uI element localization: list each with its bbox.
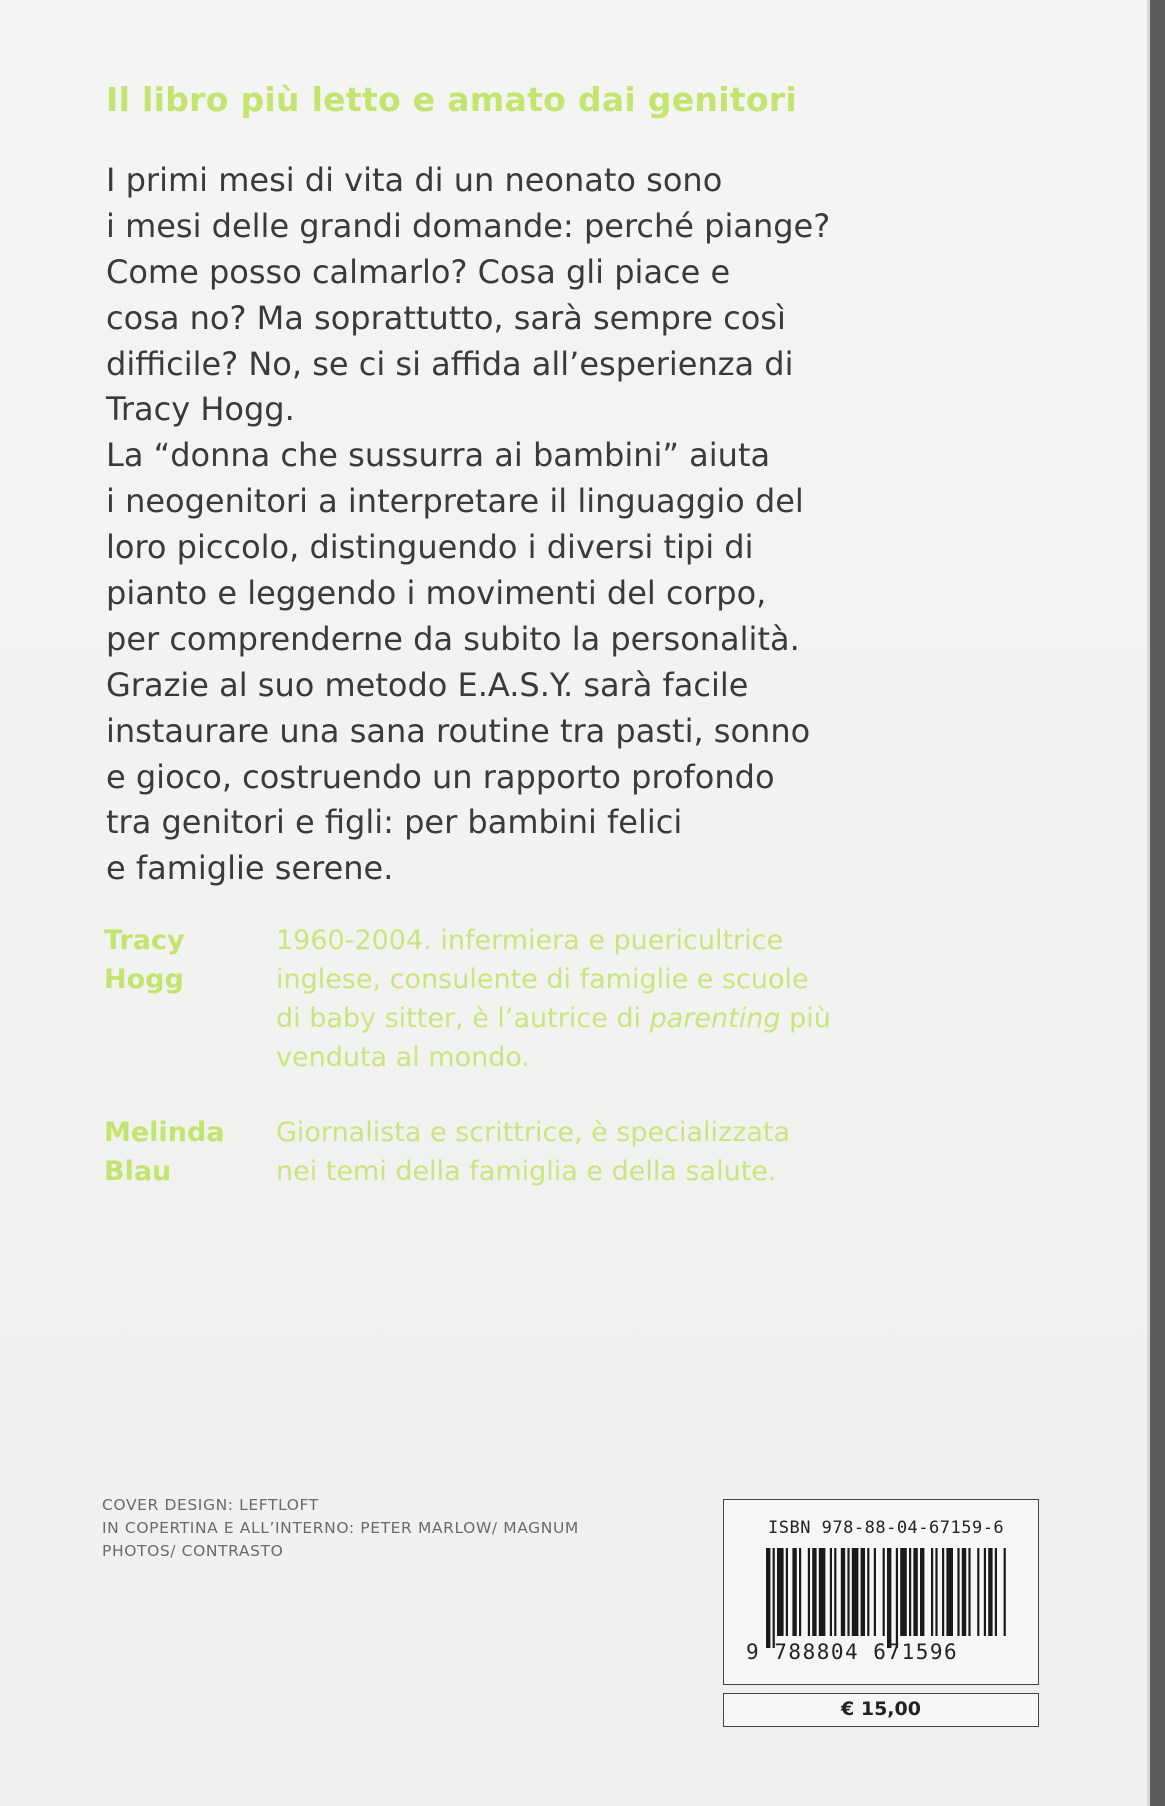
- blurb-line: Tracy Hogg.: [106, 390, 295, 429]
- barcode-bar: [931, 1548, 933, 1636]
- barcode-bar: [887, 1548, 891, 1648]
- isbn-label: ISBN 978-88-04-67159-6: [768, 1518, 1005, 1538]
- barcode-bar: [834, 1548, 836, 1636]
- bio-line-text: più: [780, 1003, 831, 1034]
- blurb-line: loro piccolo, distinguendo i diversi tipi di: [106, 528, 754, 567]
- blurb-line: per comprenderne da subito la personalità.: [106, 619, 800, 658]
- barcode-bar: [920, 1548, 924, 1636]
- bio-line: 1960-2004. infermiera e puericultrice: [276, 925, 784, 956]
- author-name-line: Hogg: [104, 964, 184, 995]
- barcode-bar: [852, 1548, 859, 1636]
- blurb-line: I primi mesi di vita di un neonato sono: [106, 161, 723, 199]
- barcode-bar: [909, 1548, 911, 1636]
- bio-line-text: di baby sitter, è l’autrice di: [276, 1003, 650, 1034]
- bio-line: nei temi della famiglia e della salute.: [276, 1156, 777, 1187]
- author-name-line: Blau: [104, 1156, 172, 1187]
- bio-italic-word: parenting: [649, 1003, 781, 1034]
- author-name-line: Melinda: [104, 1117, 225, 1148]
- credit-line: COVER DESIGN: LEFTLOFT: [102, 1496, 319, 1514]
- blurb-text: [106, 158, 986, 892]
- credit-line: PHOTOS/ CONTRASTO: [102, 1542, 284, 1560]
- price-label: € 15,00: [723, 1693, 1039, 1727]
- blurb-line: pianto e leggendo i movimenti del corpo,: [106, 574, 767, 613]
- credit-line: IN COPERTINA E ALL’INTERNO: PETER MARLOW/ MAGNUM: [102, 1519, 579, 1537]
- blurb-line: difficile? No, se ci si affida all’esperienza di: [106, 344, 794, 383]
- barcode-bar: [962, 1548, 966, 1636]
- barcode-bar: [935, 1548, 937, 1636]
- author-name: [104, 921, 264, 999]
- barcode-bar: [957, 1548, 959, 1636]
- author-name-line: Tracy: [104, 925, 185, 956]
- blurb-line: e famiglie serene.: [106, 849, 394, 888]
- barcode-bar: [786, 1548, 788, 1636]
- barcode-bar: [896, 1548, 898, 1648]
- cover-credits: [102, 1494, 579, 1563]
- barcode-bar: [883, 1548, 885, 1636]
- barcode-bar: [819, 1548, 826, 1636]
- author-bio-text: [276, 1113, 996, 1191]
- author-bio-text: [276, 921, 996, 1077]
- blurb-line: Come posso calmarlo? Cosa gli piace e: [106, 252, 731, 291]
- barcode-bar: [777, 1548, 784, 1636]
- barcode-bar: [847, 1548, 849, 1636]
- blurb-line: i neogenitori a interpretare il linguaggio del: [106, 482, 804, 521]
- barcode-bar: [799, 1548, 801, 1636]
- blurb-line: i mesi delle grandi domande: perché piange?: [106, 206, 831, 245]
- isbn-barcode-box: [723, 1499, 1039, 1685]
- author-name: [104, 1113, 264, 1191]
- bio-line: venduta al mondo.: [276, 1042, 530, 1073]
- barcode-bar: [946, 1548, 953, 1636]
- barcode-bar: [773, 1548, 775, 1648]
- barcode-bar: [792, 1548, 796, 1636]
- bio-line: inglese, consulente di famiglie e scuole: [276, 964, 809, 995]
- barcode-bar: [977, 1548, 979, 1636]
- barcode-bar: [913, 1548, 917, 1636]
- barcode-bar: [984, 1548, 986, 1636]
- tagline: Il libro più letto e amato dai genitori: [106, 80, 798, 119]
- blurb-line: Grazie al suo metodo E.A.S.Y. sarà facile: [106, 665, 749, 704]
- barcode-bar: [968, 1548, 970, 1636]
- barcode-bar: [874, 1548, 876, 1636]
- bio-line: [276, 999, 996, 1038]
- blurb-line: tra genitori e figli: per bambini felici: [106, 803, 683, 842]
- blurb-line: La “donna che sussurra ai bambini” aiuta: [106, 436, 771, 475]
- barcode-bar: [808, 1548, 810, 1636]
- barcode-bar: [812, 1548, 816, 1636]
- barcode-bar: [841, 1548, 845, 1636]
- barcode-bar: [766, 1548, 770, 1648]
- barcode-bar: [861, 1548, 865, 1636]
- blurb-line: instaurare una sana routine tra pasti, sonno: [106, 711, 811, 750]
- barcode-bar: [900, 1548, 907, 1636]
- barcode-digits: 9 788804 671596: [746, 1640, 959, 1664]
- barcode-bar: [867, 1548, 869, 1636]
- bio-line: Giornalista e scrittrice, è specializzata: [276, 1117, 791, 1148]
- barcode-bar: [988, 1548, 992, 1636]
- blurb-line: cosa no? Ma soprattutto, sarà sempre così: [106, 298, 786, 337]
- barcode-bar: [995, 1548, 997, 1636]
- barcode-bar: [830, 1548, 832, 1636]
- barcode-bar: [942, 1548, 944, 1636]
- barcode-bar: [1004, 1548, 1006, 1636]
- blurb-line: e gioco, costruendo un rapporto profondo: [106, 757, 775, 796]
